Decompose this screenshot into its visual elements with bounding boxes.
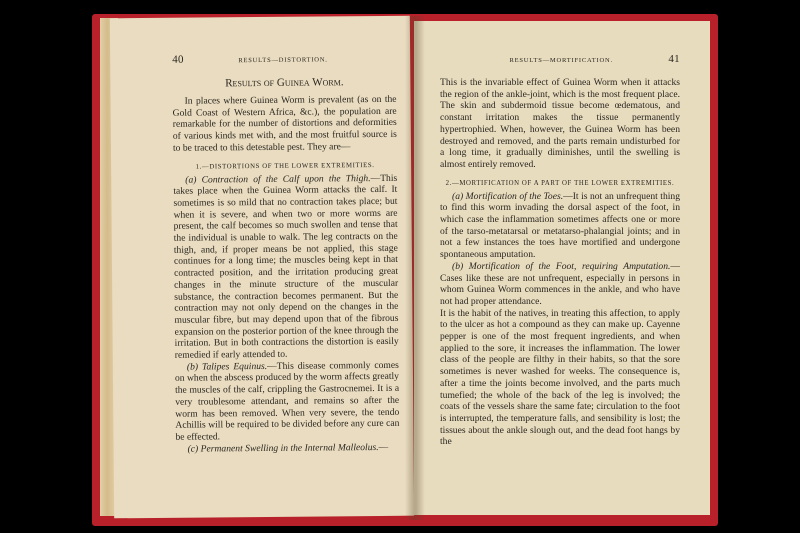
right-running-title: RESULTS—MORTIFICATION. <box>509 57 613 64</box>
intro-paragraph: In places where Guinea Worm is prevalent (as on the Gold Coast of Western Africa, &c.), the population are remarkable for the number of distortions and deformities of various kinds met with, and the most fruitful source is to be traced to this detestable pest. They are— <box>172 93 397 154</box>
item-b-foot <box>440 261 680 308</box>
left-page-number: 40 <box>172 53 184 66</box>
item-a-toes-lead: (a) Mortification of the Toes. <box>452 190 564 202</box>
item-b-text: —This disease commonly comes on when the abscess produced by the worm affects greatly the muscles of the calf, crippling the Gastrocnemei. It is a very troublesome attendant, and remains so after the worm has been removed. When very severe, the tendo Achillis will be required to be divided before any cure can be effected. <box>174 359 400 443</box>
item-b-foot-lead: (b) Mortification of the Foot, requiring Amputation. <box>452 260 671 272</box>
item-b-talipes <box>175 360 400 444</box>
section-title: Results of Guinea Worm. <box>225 76 344 90</box>
item-b-foot-continuation: It is the habit of the natives, in treating this affection, to apply to the ulcer as hot a compound as they can make up. Cayenne pepper is one of the most frequent ingredients, and when applied to the sore, it increases the inflammation. The lower class of the people are filthy in their habits, so that the sore sometimes is never washed for weeks. The consequence is, after a time the joints become involved, and the parts much tumefied; the whole of the back of the leg is involved; the coats of the vessels share the same fate; circulation to the foot is interrupted, the temperature falls, and sensibility is lost; the tissues about the ankle slough out, and the dead foot hangs by the <box>440 307 680 448</box>
left-page <box>110 16 414 519</box>
item-a-text: —This takes place when the Guinea Worm attacks the calf. It sometimes is so mild that no contraction takes place; but when it is severe, and when two or more worms are present, the calf becomes so much swollen and tense that the individual is unable to walk. The leg contracts on the thigh, and, if proper means be not applied, this stage continues for a long time; the muscles being kept in that contracted position, and the irritation producing great changes in the minute structure of the muscular substance, the contraction becomes permanent. But the contraction may not only depend on the changes in the muscular fibre, but may depend upon that of the fibrous expansion on the posterior portion of the knee through the irritation. But in both contractions the distortion is easily remedied if early attended to. <box>173 172 399 361</box>
item-a-toes <box>440 191 680 261</box>
malleolus-paragraph: This is the invariable effect of Guinea Worm when it attacks the region of the ankle-joint, which is the most frequent place. The skin and subdermoid tissue become œdematous, and constant irritation makes the tissue permanently hypertrophied. When, however, the Guinea Worm has been destroyed and removed, and the parts remain undisturbed for a long time, it gradually diminishes, until the swelling is almost entirely removed. <box>440 77 680 170</box>
book-gutter <box>405 16 425 520</box>
subheading-distortions: 1.—DISTORTIONS OF THE LOWER EXTREMITIES. <box>195 161 375 171</box>
left-running-head <box>172 52 396 66</box>
item-b-foot-text: —Cases like these are not unfrequent, especially in persons in whom Guinea Worm commences in the ankle, and who have not had proper attendance. <box>440 260 680 307</box>
item-a-toes-text: —It is not an unfrequent thing to find this worm invading the dorsal aspect of the foot, in which case the inflammation sometimes affects one or more of the tarso-metatarsal or metatarso-phalangial joints; and in not a few instances the toes have mortified and undergone spontaneous amputation. <box>440 190 680 261</box>
right-page <box>414 21 710 515</box>
item-a-contraction <box>173 172 399 361</box>
item-c-text: — <box>378 441 389 453</box>
right-page-number: 41 <box>668 53 680 65</box>
item-c-swelling <box>176 441 400 455</box>
subheading-mortification: 2.—MORTIFICATION OF A PART OF THE LOWER EXTREMITIES. <box>445 179 675 187</box>
left-running-title: RESULTS—DISTORTION. <box>238 56 328 65</box>
item-c-lead: (c) Permanent Swelling in the Internal Malleolus. <box>187 441 379 455</box>
item-a-lead: (a) Contraction of the Calf upon the Thigh. <box>185 172 371 186</box>
item-b-lead: (b) Talipes Equinus. <box>186 360 268 373</box>
right-running-head <box>440 53 680 65</box>
